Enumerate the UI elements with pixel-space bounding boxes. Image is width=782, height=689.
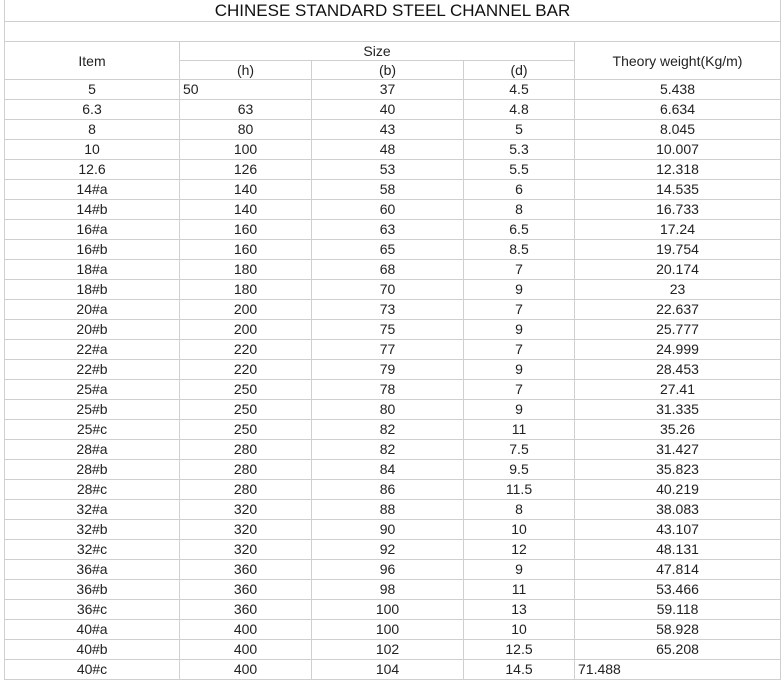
cell-b: 88: [312, 500, 464, 520]
header-row: [5, 42, 781, 61]
cell-h: 200: [180, 300, 312, 320]
table-row: [5, 460, 781, 480]
table-row: [5, 140, 781, 160]
cell-item: 8: [5, 120, 180, 140]
cell-d: 9: [464, 400, 575, 420]
cell-h: 180: [180, 260, 312, 280]
table-row: [5, 560, 781, 580]
cell-b: 63: [312, 220, 464, 240]
cell-d: 13: [464, 600, 575, 620]
cell-h: 160: [180, 220, 312, 240]
cell-weight: 19.754: [575, 240, 781, 260]
cell-h: 250: [180, 400, 312, 420]
cell-b: 48: [312, 140, 464, 160]
cell-d: 9: [464, 320, 575, 340]
cell-d: 7: [464, 340, 575, 360]
cell-d: 10: [464, 520, 575, 540]
cell-h: 280: [180, 460, 312, 480]
table-title: CHINESE STANDARD STEEL CHANNEL BAR: [5, 0, 781, 22]
cell-item: 28#c: [5, 480, 180, 500]
cell-b: 100: [312, 600, 464, 620]
cell-item: 22#a: [5, 340, 180, 360]
cell-h: 360: [180, 560, 312, 580]
cell-d: 4.8: [464, 100, 575, 120]
cell-weight: 48.131: [575, 540, 781, 560]
cell-b: 79: [312, 360, 464, 380]
cell-item: 28#b: [5, 460, 180, 480]
cell-item: 6.3: [5, 100, 180, 120]
table-row: [5, 120, 781, 140]
cell-d: 7.5: [464, 440, 575, 460]
cell-d: 5.5: [464, 160, 575, 180]
cell-d: 11.5: [464, 480, 575, 500]
table-row: [5, 640, 781, 660]
cell-weight: 47.814: [575, 560, 781, 580]
cell-b: 78: [312, 380, 464, 400]
cell-weight: 59.118: [575, 600, 781, 620]
cell-d: 4.5: [464, 80, 575, 100]
table-row: [5, 480, 781, 500]
cell-weight: 28.453: [575, 360, 781, 380]
cell-weight: 10.007: [575, 140, 781, 160]
cell-item: 25#a: [5, 380, 180, 400]
cell-d: 8: [464, 500, 575, 520]
table-row: [5, 580, 781, 600]
cell-h: 100: [180, 140, 312, 160]
cell-item: 22#b: [5, 360, 180, 380]
cell-h: 140: [180, 200, 312, 220]
cell-d: 11: [464, 420, 575, 440]
cell-b: 84: [312, 460, 464, 480]
cell-item: 36#c: [5, 600, 180, 620]
table-row: [5, 440, 781, 460]
cell-b: 75: [312, 320, 464, 340]
blank-cell: [5, 22, 781, 42]
table-row: [5, 500, 781, 520]
table-row: [5, 240, 781, 260]
cell-weight: 40.219: [575, 480, 781, 500]
cell-d: 7: [464, 300, 575, 320]
cell-d: 12: [464, 540, 575, 560]
cell-h: 63: [180, 100, 312, 120]
cell-weight: 58.928: [575, 620, 781, 640]
cell-b: 43: [312, 120, 464, 140]
cell-item: 25#c: [5, 420, 180, 440]
cell-item: 5: [5, 80, 180, 100]
cell-h: 250: [180, 380, 312, 400]
cell-weight: 25.777: [575, 320, 781, 340]
cell-h: 360: [180, 600, 312, 620]
table-row: [5, 520, 781, 540]
cell-b: 37: [312, 80, 464, 100]
table-row: [5, 80, 781, 100]
table-row: [5, 420, 781, 440]
cell-b: 68: [312, 260, 464, 280]
cell-b: 82: [312, 440, 464, 460]
cell-b: 96: [312, 560, 464, 580]
cell-weight: 5.438: [575, 80, 781, 100]
cell-weight: 12.318: [575, 160, 781, 180]
cell-weight: 17.24: [575, 220, 781, 240]
table-row: [5, 220, 781, 240]
cell-d: 11: [464, 580, 575, 600]
cell-weight: 31.335: [575, 400, 781, 420]
cell-d: 5.3: [464, 140, 575, 160]
cell-d: 12.5: [464, 640, 575, 660]
cell-b: 58: [312, 180, 464, 200]
cell-h: 250: [180, 420, 312, 440]
cell-weight: 16.733: [575, 200, 781, 220]
cell-h: 400: [180, 660, 312, 680]
cell-b: 80: [312, 400, 464, 420]
cell-item: 36#b: [5, 580, 180, 600]
table-row: [5, 340, 781, 360]
cell-h: 360: [180, 580, 312, 600]
table-row: [5, 300, 781, 320]
cell-weight: 31.427: [575, 440, 781, 460]
title-row: [5, 0, 781, 22]
cell-item: 40#b: [5, 640, 180, 660]
cell-d: 6.5: [464, 220, 575, 240]
cell-item: 18#b: [5, 280, 180, 300]
cell-d: 9: [464, 360, 575, 380]
cell-b: 98: [312, 580, 464, 600]
cell-d: 9: [464, 280, 575, 300]
cell-weight: 43.107: [575, 520, 781, 540]
cell-item: 32#b: [5, 520, 180, 540]
cell-h: 400: [180, 620, 312, 640]
cell-d: 5: [464, 120, 575, 140]
cell-h: 220: [180, 340, 312, 360]
table-row: [5, 260, 781, 280]
cell-h: 180: [180, 280, 312, 300]
cell-h: 50: [180, 80, 312, 100]
cell-h: 280: [180, 480, 312, 500]
cell-item: 12.6: [5, 160, 180, 180]
cell-item: 28#a: [5, 440, 180, 460]
cell-item: 20#a: [5, 300, 180, 320]
table-row: [5, 380, 781, 400]
blank-row: [5, 22, 781, 42]
cell-weight: 35.26: [575, 420, 781, 440]
cell-b: 102: [312, 640, 464, 660]
table-row: [5, 360, 781, 380]
table-row: [5, 320, 781, 340]
cell-d: 6: [464, 180, 575, 200]
header-h: (h): [180, 61, 312, 80]
cell-h: 280: [180, 440, 312, 460]
table-row: [5, 620, 781, 640]
cell-h: 400: [180, 640, 312, 660]
cell-b: 60: [312, 200, 464, 220]
cell-item: 32#a: [5, 500, 180, 520]
cell-item: 40#c: [5, 660, 180, 680]
cell-item: 36#a: [5, 560, 180, 580]
cell-weight: 20.174: [575, 260, 781, 280]
cell-item: 20#b: [5, 320, 180, 340]
cell-d: 7: [464, 260, 575, 280]
cell-item: 40#a: [5, 620, 180, 640]
cell-weight: 65.208: [575, 640, 781, 660]
table-row: [5, 160, 781, 180]
cell-weight: 35.823: [575, 460, 781, 480]
header-weight: Theory weight(Kg/m): [575, 42, 781, 80]
cell-b: 70: [312, 280, 464, 300]
cell-weight: 27.41: [575, 380, 781, 400]
cell-b: 82: [312, 420, 464, 440]
cell-weight: 71.488: [575, 660, 781, 680]
table-row: [5, 280, 781, 300]
cell-weight: 22.637: [575, 300, 781, 320]
cell-d: 9: [464, 560, 575, 580]
cell-b: 65: [312, 240, 464, 260]
cell-b: 53: [312, 160, 464, 180]
cell-weight: 38.083: [575, 500, 781, 520]
cell-weight: 24.999: [575, 340, 781, 360]
cell-weight: 8.045: [575, 120, 781, 140]
cell-item: 16#b: [5, 240, 180, 260]
cell-d: 10: [464, 620, 575, 640]
header-d: (d): [464, 61, 575, 80]
table-row: [5, 400, 781, 420]
cell-h: 200: [180, 320, 312, 340]
cell-item: 32#c: [5, 540, 180, 560]
cell-h: 160: [180, 240, 312, 260]
cell-weight: 53.466: [575, 580, 781, 600]
table-row: [5, 200, 781, 220]
steel-channel-table: [4, 0, 781, 680]
cell-item: 10: [5, 140, 180, 160]
cell-b: 104: [312, 660, 464, 680]
cell-item: 18#a: [5, 260, 180, 280]
table-row: [5, 100, 781, 120]
cell-weight: 14.535: [575, 180, 781, 200]
cell-b: 86: [312, 480, 464, 500]
cell-d: 9.5: [464, 460, 575, 480]
cell-b: 77: [312, 340, 464, 360]
cell-item: 14#a: [5, 180, 180, 200]
cell-item: 25#b: [5, 400, 180, 420]
cell-h: 126: [180, 160, 312, 180]
cell-h: 320: [180, 520, 312, 540]
cell-h: 220: [180, 360, 312, 380]
header-size: Size: [180, 42, 575, 61]
table-row: [5, 180, 781, 200]
cell-weight: 23: [575, 280, 781, 300]
cell-item: 14#b: [5, 200, 180, 220]
cell-b: 92: [312, 540, 464, 560]
header-b: (b): [312, 61, 464, 80]
table-row: [5, 540, 781, 560]
cell-d: 14.5: [464, 660, 575, 680]
table-row: [5, 600, 781, 620]
cell-b: 40: [312, 100, 464, 120]
cell-b: 73: [312, 300, 464, 320]
cell-h: 320: [180, 500, 312, 520]
cell-d: 7: [464, 380, 575, 400]
header-item: Item: [5, 42, 180, 80]
table-row: [5, 660, 781, 680]
cell-d: 8.5: [464, 240, 575, 260]
cell-b: 90: [312, 520, 464, 540]
cell-b: 100: [312, 620, 464, 640]
cell-item: 16#a: [5, 220, 180, 240]
cell-d: 8: [464, 200, 575, 220]
cell-weight: 6.634: [575, 100, 781, 120]
cell-h: 140: [180, 180, 312, 200]
cell-h: 80: [180, 120, 312, 140]
cell-h: 320: [180, 540, 312, 560]
